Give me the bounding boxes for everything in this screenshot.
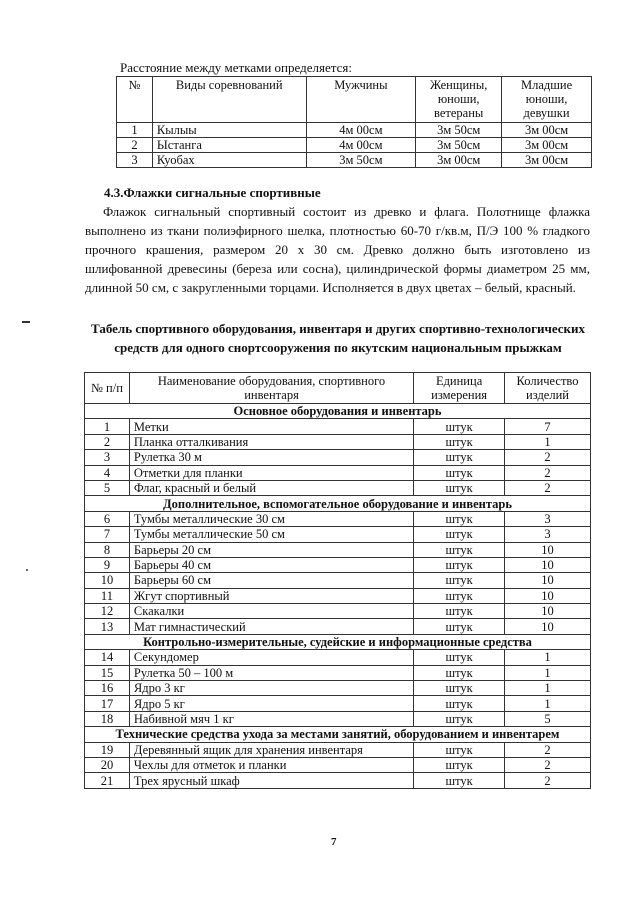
cell-unit: штук (414, 450, 505, 465)
cell-num: 15 (85, 665, 130, 680)
cell-name: Мат гимнастический (129, 619, 413, 634)
cell-qty: 2 (505, 480, 591, 495)
section-paragraph (85, 202, 590, 297)
cell-qty: 1 (505, 650, 591, 665)
cell-junior: 3м 00см (502, 153, 592, 168)
table-row (85, 527, 591, 542)
table-section-row (85, 727, 591, 742)
col-header-women: Женщины, юноши, ветераны (416, 77, 502, 123)
cell-junior: 3м 00см (502, 123, 592, 138)
cell-unit: штук (414, 419, 505, 434)
page-number: 7 (331, 836, 337, 848)
col-header-num: № (117, 77, 153, 123)
cell-unit: штук (414, 465, 505, 480)
cell-unit: штук (414, 665, 505, 680)
cell-women: 3м 00см (416, 153, 502, 168)
cell-name: Жгут спортивный (129, 588, 413, 603)
table-row (85, 511, 591, 526)
cell-name: Чехлы для отметок и планки (129, 757, 413, 772)
table-row (85, 619, 591, 634)
distance-table-header (117, 77, 592, 123)
cell-qty: 7 (505, 419, 591, 434)
cell-num: 14 (85, 650, 130, 665)
col-header-competition: Виды соревнований (152, 77, 306, 123)
cell-qty: 10 (505, 573, 591, 588)
cell-qty: 3 (505, 527, 591, 542)
cell-women: 3м 50см (416, 123, 502, 138)
cell-qty: 1 (505, 665, 591, 680)
table-row (117, 123, 592, 138)
cell-unit: штук (414, 696, 505, 711)
cell-num: 3 (85, 450, 130, 465)
cell-qty: 10 (505, 588, 591, 603)
cell-unit: штук (414, 757, 505, 772)
cell-name: Тумбы металлические 30 см (129, 511, 413, 526)
table-row (85, 742, 591, 757)
cell-unit: штук (414, 511, 505, 526)
cell-unit: штук (414, 480, 505, 495)
table-row (85, 480, 591, 495)
col-header-qty: Количество изделий (505, 373, 591, 404)
cell-junior: 3м 00см (502, 138, 592, 153)
cell-unit: штук (414, 527, 505, 542)
table-section-row (85, 404, 591, 419)
cell-name: Барьеры 40 см (129, 557, 413, 572)
cell-num: 1 (117, 123, 153, 138)
cell-name: Набивной мяч 1 кг (129, 711, 413, 726)
cell-unit: штук (414, 773, 505, 788)
distance-table (116, 76, 592, 168)
cell-qty: 2 (505, 742, 591, 757)
col-header-num: № п/п (85, 373, 130, 404)
cell-competition: Кылыы (152, 123, 306, 138)
equipment-table-header (85, 373, 591, 404)
cell-name: Ядро 5 кг (129, 696, 413, 711)
cell-unit: штук (414, 604, 505, 619)
table-row (85, 757, 591, 772)
cell-name: Метки (129, 419, 413, 434)
cell-qty: 1 (505, 681, 591, 696)
section-title: Дополнительное, вспомогательное оборудование и инвентарь (85, 496, 591, 511)
cell-num: 2 (117, 138, 153, 153)
section-title: Технические средства ухода за местами занятий, оборудованием и инвентарем (85, 727, 591, 742)
table-row (117, 153, 592, 168)
col-header-junior: Младшие юноши, девушки (502, 77, 592, 123)
cell-unit: штук (414, 619, 505, 634)
section-title: Основное оборудования и инвентарь (85, 404, 591, 419)
cell-unit: штук (414, 650, 505, 665)
cell-num: 3 (117, 153, 153, 168)
cell-num: 10 (85, 573, 130, 588)
section-heading: 4.3.Флажки сигнальные спортивные (104, 185, 321, 200)
cell-qty: 10 (505, 557, 591, 572)
cell-men: 3м 50см (306, 153, 416, 168)
cell-competition: Ыстанга (152, 138, 306, 153)
cell-qty: 10 (505, 604, 591, 619)
cell-unit: штук (414, 711, 505, 726)
cell-name: Рулетка 50 – 100 м (129, 665, 413, 680)
cell-unit: штук (414, 573, 505, 588)
cell-num: 2 (85, 434, 130, 449)
table-section-row (85, 496, 591, 511)
table-row (85, 711, 591, 726)
cell-qty: 1 (505, 696, 591, 711)
table-row (85, 557, 591, 572)
table-row (85, 650, 591, 665)
table-row (85, 773, 591, 788)
table-row (85, 573, 591, 588)
table-row (85, 434, 591, 449)
cell-men: 4м 00см (306, 138, 416, 153)
table-row (85, 465, 591, 480)
cell-num: 11 (85, 588, 130, 603)
cell-num: 8 (85, 542, 130, 557)
cell-num: 19 (85, 742, 130, 757)
cell-qty: 2 (505, 465, 591, 480)
equipment-table (84, 372, 591, 789)
table-row (85, 604, 591, 619)
cell-num: 21 (85, 773, 130, 788)
table-row (85, 681, 591, 696)
cell-num: 7 (85, 527, 130, 542)
distance-intro-text: Расстояние между метками определяется: (120, 60, 352, 75)
cell-unit: штук (414, 681, 505, 696)
cell-num: 20 (85, 757, 130, 772)
table-section-row (85, 634, 591, 649)
cell-qty: 3 (505, 511, 591, 526)
cell-name: Трех ярусный шкаф (129, 773, 413, 788)
cell-women: 3м 50см (416, 138, 502, 153)
cell-name: Рулетка 30 м (129, 450, 413, 465)
col-header-unit: Единица измерения (414, 373, 505, 404)
cell-qty: 1 (505, 434, 591, 449)
paragraph-text: Флажок сигнальный спортивный состоит из древко и флага. Полотнище флажка выполнено из ткани полиэфирного шелка, плотностью 60-70 г/кв.м, П/Э 100 % гладкого прочного крашения, размером 20 х 30 см. Древко должно быть изготовлено из шлифованной древесины (береза или сосна), цилиндрической формы диаметром 25 мм, длинной 50 см, с закругленными торцами. Исполняется в двух цветах – белый, красный. (85, 204, 590, 295)
cell-num: 17 (85, 696, 130, 711)
table-row (117, 138, 592, 153)
cell-unit: штук (414, 557, 505, 572)
cell-name: Ядро 3 кг (129, 681, 413, 696)
cell-name: Тумбы металлические 50 см (129, 527, 413, 542)
table-row (85, 419, 591, 434)
cell-unit: штук (414, 542, 505, 557)
cell-qty: 10 (505, 619, 591, 634)
cell-name: Планка отталкивания (129, 434, 413, 449)
section-title: Контрольно-измерительные, судейские и информационные средства (85, 634, 591, 649)
equipment-table-caption: Табель спортивного оборудования, инвентаря и других спортивно-технологических средств для одного снортсооружения по якутским национальным прыжкам (90, 321, 586, 355)
cell-unit: штук (414, 434, 505, 449)
cell-name: Отметки для планки (129, 465, 413, 480)
cell-unit: штук (414, 742, 505, 757)
table-row (85, 665, 591, 680)
col-header-name: Наименование оборудования, спортивного инвентаря (129, 373, 413, 404)
cell-men: 4м 00см (306, 123, 416, 138)
cell-num: 16 (85, 681, 130, 696)
cell-qty: 2 (505, 757, 591, 772)
cell-name: Деревянный ящик для хранения инвентаря (129, 742, 413, 757)
cell-name: Секундомер (129, 650, 413, 665)
cell-num: 12 (85, 604, 130, 619)
cell-num: 9 (85, 557, 130, 572)
cell-num: 13 (85, 619, 130, 634)
cell-name: Барьеры 20 см (129, 542, 413, 557)
cell-num: 4 (85, 465, 130, 480)
cell-num: 6 (85, 511, 130, 526)
cell-competition: Куобах (152, 153, 306, 168)
table-row (85, 450, 591, 465)
col-header-men: Мужчины (306, 77, 416, 123)
cell-unit: штук (414, 588, 505, 603)
cell-num: 1 (85, 419, 130, 434)
cell-num: 5 (85, 480, 130, 495)
cell-name: Барьеры 60 см (129, 573, 413, 588)
cell-qty: 10 (505, 542, 591, 557)
scan-artifact-mark (22, 321, 30, 323)
cell-name: Скакалки (129, 604, 413, 619)
cell-qty: 2 (505, 773, 591, 788)
cell-qty: 2 (505, 450, 591, 465)
cell-name: Флаг, красный и белый (129, 480, 413, 495)
scan-artifact-dot (26, 569, 28, 571)
table-row (85, 588, 591, 603)
table-row (85, 542, 591, 557)
table-row (85, 696, 591, 711)
cell-num: 18 (85, 711, 130, 726)
cell-qty: 5 (505, 711, 591, 726)
